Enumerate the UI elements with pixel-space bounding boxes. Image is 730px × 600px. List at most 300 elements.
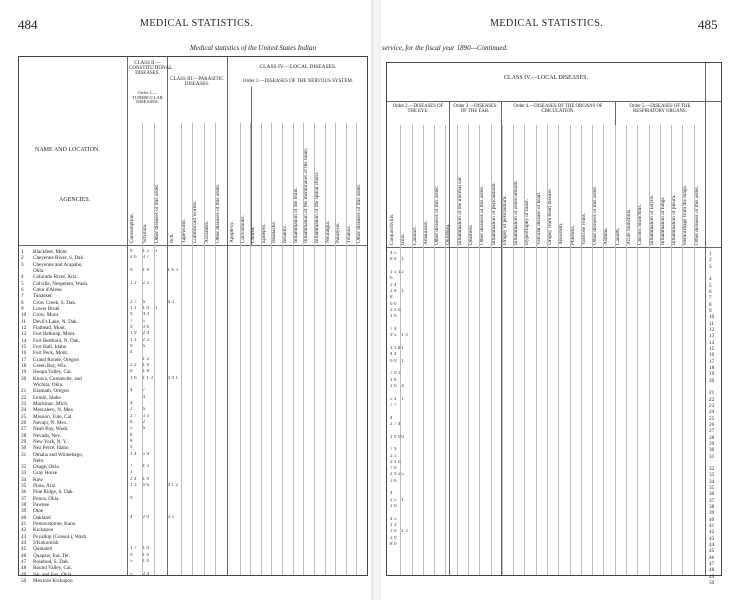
order2-header: Order 2.—DISEASES OF THE EYE. (392, 104, 444, 114)
data-cell: 13 (142, 464, 151, 470)
data-cell (168, 572, 180, 578)
data-cell: 14 (130, 451, 138, 457)
data-cell: 9 (130, 324, 134, 330)
row-number: 43 (709, 535, 715, 542)
local-column-header: Hypertrophy of heart. (524, 198, 531, 245)
data-cell: 5 (401, 472, 406, 478)
row-number: 19 (21, 369, 27, 376)
data-cell: 8 (390, 295, 394, 301)
row-number: 25 (709, 415, 715, 422)
row-number: 12 (709, 326, 715, 333)
agency-name: Klamath, Oregon (33, 388, 70, 395)
data-cell: 18 (142, 369, 151, 375)
data-cell: 118 (390, 345, 402, 351)
data-cell: 30 (390, 529, 398, 535)
data-cell (401, 542, 409, 548)
row-number: 28 (709, 434, 715, 441)
local-column-header: Valvular disease of heart. (535, 191, 542, 245)
row-number: 6 (709, 288, 712, 295)
local-column-header: Dropsy from heart disease. (547, 187, 553, 245)
data-cell: 66 (142, 483, 151, 489)
class2-order2-header: Order 2.—TUBERCULAR DISEASES. (132, 90, 163, 105)
row-number: 37 (709, 497, 715, 504)
data-cell: 10 (142, 546, 151, 552)
row-number: 43 (21, 533, 27, 540)
agency-name: Mescalero, N. Mex. (33, 407, 75, 414)
agency-name: Green Bay, Wis. (33, 362, 67, 369)
data-cell: 4 (130, 350, 134, 356)
data-cell: 10 (142, 559, 151, 565)
row-number: 39 (709, 510, 715, 517)
local-column-header: Hemorrhage from the lungs. (682, 184, 689, 245)
left-data-column (168, 249, 180, 578)
data-cell: 36 (142, 324, 151, 330)
row-number: 24 (21, 407, 27, 414)
agency-name: Otoe (33, 508, 44, 515)
row-number: 14 (21, 337, 27, 344)
row-number: 7 (21, 293, 24, 300)
data-cell: 4 (401, 383, 406, 389)
row-number: 34 (709, 478, 715, 485)
local-column-header: Inflammation of pleura. (671, 194, 678, 245)
row-number: 24 (709, 409, 715, 416)
row-number: 8 (709, 301, 712, 308)
data-cell: 54 (390, 396, 398, 402)
row-number: 7 (709, 295, 712, 302)
data-cell: 18 (142, 267, 151, 273)
data-cell: 45 (390, 251, 398, 256)
row-number: 48 (21, 565, 27, 572)
data-cell: 60 (390, 358, 398, 364)
row-number: 48 (709, 567, 715, 574)
page-number: 484 (18, 17, 38, 32)
data-cell: 12 (130, 280, 138, 286)
row-number: 23 (21, 400, 27, 407)
local-column-header: Other diseases of this order. (479, 186, 486, 245)
data-cell: 6 (142, 426, 147, 432)
row-number: 8 (21, 299, 24, 306)
data-cell: 43 (142, 312, 151, 318)
row-number: 45 (21, 546, 27, 553)
data-cell: 18 (390, 377, 398, 383)
local-column-header: Iritis. (400, 233, 407, 245)
row-number: 42 (709, 529, 715, 536)
agency-name: Flathead, Mont. (33, 324, 66, 331)
row-number: 47 (709, 561, 715, 568)
order3-header: Order 3.—DISEASES OF THE EAR. (453, 104, 497, 114)
agency-name: Fort Belknap, Mont. (33, 331, 76, 338)
name-location-header: NAME AND LOCATION. (35, 147, 100, 153)
order5-header: Order 5.—DISEASES OF THE RESPIRATORY ORGANS. (629, 104, 691, 114)
table-subtitle-right: service, for the fiscal year 1890—Continued. (382, 44, 508, 52)
data-cell: 16 (390, 314, 398, 320)
data-cell: 491 (167, 375, 180, 381)
data-cell: 4 (130, 514, 134, 520)
agency-name: Sac and Fox, Okla. (33, 571, 73, 578)
data-cell: 8 (130, 432, 134, 438)
data-cell: 5 (130, 426, 134, 432)
class4-header-right: CLASS IV.—LOCAL DISEASES. (503, 75, 588, 81)
data-cell: 412 (167, 483, 180, 489)
row-number: 36 (21, 489, 27, 496)
local-column-header: Other diseases of this order. (693, 186, 700, 245)
data-cell: 20 (390, 504, 398, 510)
data-cell: 236 (390, 307, 402, 313)
nervous-column-header: Inflammation of the membranes of the brain. (303, 147, 310, 243)
row-number: 46 (709, 554, 715, 561)
local-column-header: Acute bronchitis. (626, 208, 632, 245)
data-cell: 80 (390, 257, 398, 263)
agency-name: Puyallup (Consol.), Wash. (33, 533, 88, 540)
data-cell: 5 (130, 559, 134, 565)
row-number: 37 (21, 495, 27, 502)
agency-name: Grand Ronde, Oregon (33, 356, 79, 363)
row-number: 32 (709, 466, 715, 473)
row-number: 20 (709, 377, 715, 384)
agency-name: Cœur d'Alene. (33, 286, 64, 293)
row-number: 45 (709, 548, 715, 555)
local-column-header: Inflammation of larynx. (648, 194, 655, 245)
data-cell: 4 (130, 400, 134, 406)
row-number: 18 (21, 362, 27, 369)
nervous-column-header: Inflammation of the spinal chord. (313, 171, 320, 243)
agency-name: Quapaw, Ind. Ter. (33, 552, 70, 559)
agency-name: Tonasket (33, 293, 52, 300)
parasitic-column-header: Tapeworm. (180, 219, 187, 243)
data-cell: 33 (142, 413, 151, 419)
data-cell: 15 (142, 249, 151, 254)
data-cell: 2 (142, 419, 147, 425)
data-cell: 22 (130, 362, 138, 368)
page-number-right: 485 (698, 17, 718, 32)
row-number: 41 (21, 521, 27, 528)
row-number: 1 (21, 249, 24, 255)
nervous-column-header: Paralysis. (335, 222, 342, 243)
data-cell: 16 (142, 552, 151, 558)
data-cell: 6 (142, 299, 147, 305)
data-cell: 6 (130, 369, 134, 375)
row-number: 29 (709, 440, 715, 447)
data-cell: 9 (130, 552, 134, 558)
data-cell: 26 (390, 383, 398, 389)
agency-name: Cheyenne and Arapaho, (33, 261, 83, 268)
data-cell: 274 (390, 421, 402, 427)
parasitic-column-header: Ascarides. (203, 220, 210, 243)
row-number: 28 (21, 432, 27, 439)
data-cell: 4 (390, 415, 394, 421)
table-subtitle: Medical statistics of the United States Indian (190, 44, 316, 52)
agency-name: Colville, Nespelem, Wash. (33, 280, 89, 287)
row-number: 1 (709, 251, 712, 257)
data-cell: 8 (130, 419, 134, 425)
data-cell: 27 (130, 413, 138, 419)
data-cell: 1 (401, 396, 406, 402)
data-cell (155, 578, 159, 584)
row-number: 31 (709, 453, 715, 460)
row-number: 34 (21, 476, 27, 483)
data-cell: 44 (390, 352, 398, 358)
local-column-header: Deafness. (468, 224, 474, 245)
agency-rows (21, 249, 125, 584)
data-cell: 190 (390, 434, 402, 440)
left-data-column (155, 249, 159, 584)
data-cell: 113 (142, 375, 155, 381)
row-number: 42 (21, 527, 27, 534)
class4-order1-header: Order 1.—DISEASES OF THE NERVOUS SYSTEM. (242, 79, 354, 84)
local-column-header: Other diseases of this order. (434, 186, 441, 245)
data-cell: 11 (130, 305, 138, 311)
data-cell: 9 (401, 434, 406, 440)
data-cell: 9 (130, 312, 134, 318)
data-cell: 24 (130, 476, 138, 482)
row-number: 2 (21, 255, 24, 262)
data-cell: 6 (130, 249, 134, 254)
data-cell: 6 (142, 343, 147, 349)
data-cell: 12 (142, 356, 151, 362)
data-cell: 25 (390, 497, 398, 503)
agency-name: Mexican Kickapoo (33, 578, 73, 585)
agency-name: Oakland (33, 514, 51, 521)
agency-name: Devil's Lake, N. Dak. (33, 318, 79, 325)
agency-name: Crow Creek, S. Dak. (33, 299, 77, 306)
data-cell: 19 (130, 331, 138, 337)
row-number: 16 (21, 350, 27, 357)
data-cell: 6 (390, 276, 394, 282)
agency-name: Omaha and Winnebago, (33, 451, 83, 458)
local-column-header: Dropsy of pericardium. (501, 195, 508, 245)
agency-name: Cheyenne River, S. Dak. (33, 255, 85, 262)
data-cell: 36 (390, 478, 398, 484)
row-number: 18 (709, 364, 715, 371)
row-number: 36 (709, 491, 715, 498)
row-number: 30 (21, 445, 27, 452)
left-data-column (143, 249, 155, 578)
agency-name: Pottawatomie, Kans. (33, 521, 77, 528)
row-number: 44 (21, 540, 27, 547)
data-cell: 9 (130, 495, 134, 501)
row-number: 38 (709, 504, 715, 511)
row-number: 33 (21, 470, 27, 477)
local-column-header: Asthma. (603, 227, 610, 245)
right-data-column (401, 251, 409, 548)
row-number: 22 (21, 394, 27, 401)
local-column-header: Chronic bronchitis. (637, 204, 644, 245)
row-number: 12 (21, 324, 27, 331)
data-cell: 702 (390, 371, 402, 377)
data-cell: 66 (390, 301, 398, 307)
local-column-header: Cataract. (411, 226, 418, 245)
right-page (380, 0, 730, 600)
agency-name: Kiowa, Comanche, and (33, 375, 82, 382)
row-number: 4 (709, 276, 712, 283)
row-number: 4 (21, 274, 24, 281)
agency-name: Fort Hall, Idaho (33, 343, 67, 350)
data-cell: 9 (130, 445, 134, 451)
tubercular-column-header: Other diseases of this order. (154, 184, 161, 243)
left-data-column (130, 249, 138, 578)
row-number: 49 (21, 571, 27, 578)
data-cell: 8 (130, 438, 134, 444)
data-cell: 4 (142, 394, 147, 400)
row-number: 16 (709, 352, 715, 359)
row-number: 9 (709, 307, 712, 314)
data-cell: 35 (167, 514, 176, 520)
row-number: 49 (709, 573, 715, 580)
agency-name: Pawnee (33, 502, 50, 509)
data-cell: 292 (390, 472, 402, 478)
row-number: 35 (21, 483, 27, 490)
row-number: 26 (21, 419, 27, 426)
row-number: 19 (709, 371, 715, 378)
data-cell: 59 (142, 451, 151, 457)
data-cell: 16 (130, 375, 138, 381)
row-number: 27 (21, 426, 27, 433)
data-cell: 13 (401, 333, 410, 339)
row-number: 21 (709, 390, 715, 397)
local-column-header: Inflammation of the internal ear. (456, 176, 463, 245)
agency-name: Wichita, Okla. (33, 381, 64, 388)
data-cell: 22 (142, 337, 151, 343)
data-cell: 1 (401, 497, 406, 503)
order4-header: Order 4.—DISEASES OF THE ORGANS OF CIRCULATION. (513, 104, 603, 114)
agency-name: Mission, Tule, Cal. (33, 413, 73, 420)
data-cell: 37 (142, 255, 151, 261)
row-number: 3 (709, 263, 712, 270)
agency-name: Osage, Okla. (33, 464, 60, 471)
row-number: 30 (709, 447, 715, 454)
row-number: 14 (709, 339, 715, 346)
running-head-right: MEDICAL STATISTICS. (490, 18, 604, 29)
nervous-column-header: Convulsions. (239, 215, 246, 243)
data-cell: 2 (130, 407, 134, 413)
nervous-column-header: Headache. (271, 220, 278, 243)
data-cell: 20 (390, 535, 398, 541)
tubercular-column-header: Scrofula. (141, 223, 148, 243)
local-column-header: Inflammation of endocardium. (513, 180, 520, 245)
data-cell: 16 (142, 362, 151, 368)
local-column-header: Inflammation of lungs. (659, 196, 666, 245)
local-column-header: Aneurism. (558, 222, 565, 245)
data-cell: 7 (130, 318, 134, 324)
data-cell: 89 (390, 542, 398, 548)
row-number: 21 (21, 388, 27, 395)
statistics-table-left (18, 56, 368, 585)
local-column-header: Varicose veins. (580, 212, 587, 245)
data-cell: 28 (390, 288, 398, 294)
row-number: 50 (21, 578, 27, 585)
data-cell: 1 (401, 288, 406, 294)
row-number: 40 (21, 514, 27, 521)
row-number: 38 (21, 502, 27, 509)
data-cell: 13 (401, 529, 410, 535)
agency-name: Nez Percé, Idaho (33, 445, 69, 452)
agency-name: Kaw (33, 476, 43, 483)
data-cell: 12 (390, 523, 398, 529)
row-number: 35 (709, 485, 715, 492)
agency-name: Lower Brulé (33, 305, 60, 312)
data-cell: 13 (130, 483, 138, 489)
agency-name: Hoopa Valley, Cal. (33, 369, 73, 376)
data-cell: 19 (142, 476, 151, 482)
data-cell: 163 (167, 267, 180, 273)
data-cell: 27 (130, 299, 138, 305)
class2-header: CLASS II.—CONSTITUTIONAL DISEASES. (129, 61, 173, 76)
row-number: 11 (21, 318, 26, 325)
row-number: 13 (709, 333, 715, 340)
statistics-table-right (386, 62, 722, 587)
agency-name: Fort Peck, Mont. (33, 350, 69, 357)
data-cell: 95 (390, 333, 398, 339)
row-number: 26 (709, 421, 715, 428)
data-cell: 79 (390, 447, 398, 453)
data-cell: 11 (130, 337, 138, 343)
agency-name: Mackinac, Mich. (33, 400, 69, 407)
data-cell: 5 (130, 571, 134, 577)
data-cell: 24 (390, 282, 398, 288)
data-cell: 1 (401, 257, 406, 263)
running-head: MEDICAL STATISTICS. (140, 18, 254, 29)
agency-name: Lemhi, Idaho (33, 394, 61, 401)
data-cell: 24 (142, 571, 151, 577)
agency-name: Blackfeet, Mont. (33, 249, 69, 255)
local-column-header: Otorrhœa. (445, 223, 452, 245)
nervous-column-header: Apoplexy. (229, 221, 235, 243)
parasitic-column-header: Lumbricoid worms. (192, 200, 199, 243)
data-cell: 20 (142, 514, 151, 520)
agency-name: Nebr. (33, 457, 45, 464)
local-column-header: Conjunctivitis. (389, 213, 395, 245)
row-number: 32 (21, 464, 27, 471)
data-cell: 6 (142, 407, 147, 413)
local-column-header: Phlebitis. (569, 225, 576, 245)
agency-name: Fort Berthold, N. Dak. (33, 337, 80, 344)
nervous-column-header: Inflammation of the brain. (292, 187, 299, 243)
agency-name: Ponca, Okla. (33, 495, 60, 502)
row-number: 17 (709, 358, 715, 365)
row-number: 29 (21, 438, 27, 445)
row-number: 3 (21, 261, 24, 268)
row-number: 5 (709, 282, 712, 289)
row-number: 41 (709, 523, 715, 530)
data-cell: 17 (130, 546, 138, 552)
agency-name: Nevada, Nev. (33, 432, 62, 439)
nervous-column-header: Other diseases of this order. (356, 184, 363, 243)
row-number: 27 (709, 428, 715, 435)
row-number: 13 (21, 331, 27, 338)
row-number: 23 (709, 402, 715, 409)
data-cell: 77 (390, 402, 398, 408)
nervous-column-header: Insanity. (282, 224, 289, 243)
row-number: 10 (709, 314, 715, 321)
class4-header: CLASS IV.—LOCAL DISEASES. (259, 64, 337, 70)
row-number: 5 (21, 280, 24, 287)
data-cell: 1 (130, 470, 134, 476)
row-number: 22 (709, 396, 715, 403)
data-cell: 7 (142, 388, 147, 394)
local-column-header: Catarrh. (614, 227, 621, 245)
row-number: 6 (21, 286, 24, 293)
data-cell: 2 (401, 269, 406, 275)
row-number: 46 (21, 552, 27, 559)
data-cell: 151 (390, 269, 402, 275)
data-cell: 36 (130, 255, 138, 261)
agency-row (21, 578, 125, 584)
agency-name: Gray Horse (33, 470, 58, 477)
agency-name: Navajo, N. Mex. (33, 419, 68, 426)
agency-name: Rosebud, S. Dak. (33, 559, 70, 566)
row-number: 17 (21, 356, 27, 363)
row-number: 40 (709, 516, 715, 523)
